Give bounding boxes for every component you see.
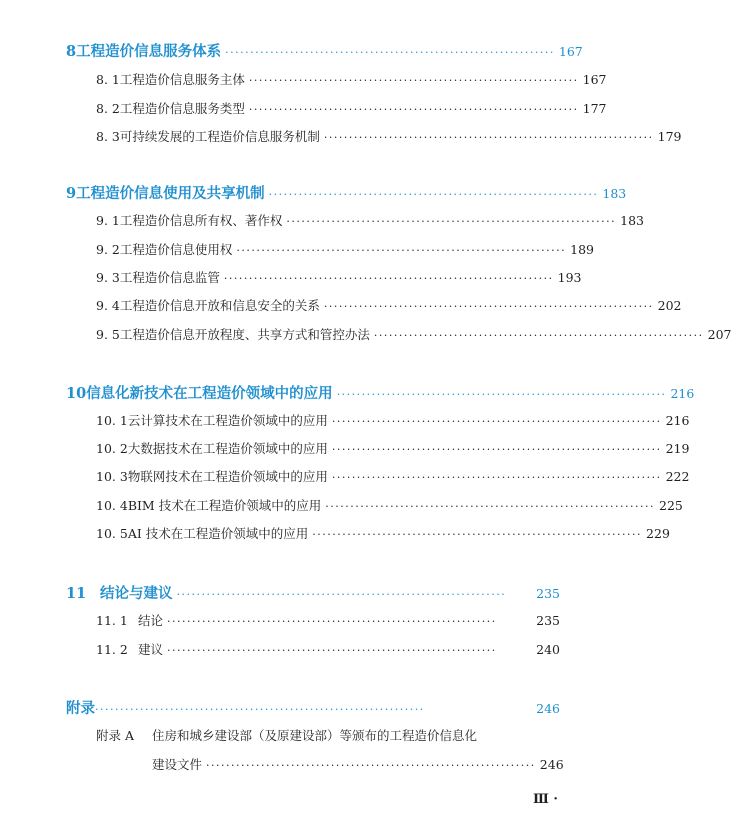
leader-dots: ·································································· <box>323 131 654 144</box>
page-number: 167 <box>558 44 583 59</box>
leader-dots: ·································································· <box>167 644 497 657</box>
page-number: 202 <box>657 298 682 313</box>
toc-section-8-2[interactable] <box>96 99 607 117</box>
toc-section-9-1[interactable] <box>96 211 645 229</box>
toc-section-10-1[interactable] <box>96 411 690 429</box>
leader-dots: ·································································· <box>312 528 643 541</box>
leader-dots: ·································································· <box>373 329 704 342</box>
toc-section-9-2[interactable] <box>96 240 595 258</box>
leader-dots: ·································································· <box>331 443 662 456</box>
toc-appendix-a-line1[interactable] <box>96 726 560 744</box>
section-number: 8. 3 <box>96 129 120 144</box>
section-title: 工程造价信息监管 <box>119 270 220 285</box>
page-number: 246 <box>536 701 560 716</box>
page-number: 189 <box>570 242 595 257</box>
page-number: 225 <box>659 498 683 513</box>
section-title: 工程造价信息所有权、著作权 <box>119 213 283 228</box>
section-number: 10. 2 <box>96 441 128 456</box>
section-number: 9. 3 <box>96 270 120 285</box>
leader-dots: ·································································· <box>336 388 667 401</box>
chapter-number: 10 <box>66 385 87 402</box>
appendix-title: 附录 <box>66 700 95 717</box>
toc-section-9-4[interactable] <box>96 296 682 314</box>
page-number: 183 <box>602 186 627 201</box>
leader-dots: ·································································· <box>225 46 555 59</box>
page-number: 235 <box>536 586 560 601</box>
section-number: 8. 1 <box>96 72 120 87</box>
section-number: 10. 5 <box>96 526 128 541</box>
appendix-item-title-line1: 住房和城乡建设部（及原建设部）等颁布的工程造价信息化 <box>152 728 478 743</box>
leader-dots: ·································································· <box>223 272 554 285</box>
page-number: 222 <box>665 469 690 484</box>
leader-dots: ·································································· <box>286 215 617 228</box>
page-number: 219 <box>665 441 690 456</box>
leader-dots: ·································································· <box>95 703 425 716</box>
section-number: 8. 2 <box>96 101 120 116</box>
page-number: 246 <box>539 757 564 772</box>
toc-chapter-8[interactable] <box>66 40 583 61</box>
section-title: AI 技术在工程造价领域中的应用 <box>127 526 309 541</box>
chapter-number: 9 <box>66 185 77 202</box>
chapter-title: 工程造价信息使用及共享机制 <box>76 185 265 202</box>
section-title: 工程造价信息使用权 <box>119 242 233 257</box>
section-number: 9. 5 <box>96 327 120 342</box>
appendix-item-title-line2: 建设文件 <box>152 757 203 772</box>
appendix-item-number: 附录 A <box>96 728 135 743</box>
toc-section-10-3[interactable] <box>96 467 690 485</box>
section-title: 物联网技术在工程造价领域中的应用 <box>127 469 328 484</box>
chapter-number: 8 <box>66 43 77 60</box>
page-number: 183 <box>620 213 645 228</box>
section-title: 大数据技术在工程造价领域中的应用 <box>127 441 328 456</box>
section-title: 工程造价信息服务类型 <box>119 101 245 116</box>
section-title: 建议 <box>138 642 164 657</box>
page-number: 167 <box>582 72 607 87</box>
leader-dots: ·································································· <box>176 588 507 601</box>
chapter-title: 信息化新技术在工程造价领域中的应用 <box>86 385 333 402</box>
page-number: 229 <box>646 526 670 541</box>
leader-dots: ·································································· <box>248 103 579 116</box>
chapter-title: 工程造价信息服务体系 <box>76 43 222 60</box>
section-title: 工程造价信息开放程度、共享方式和管控办法 <box>119 327 370 342</box>
leader-dots: ·································································· <box>331 415 662 428</box>
page-number: 177 <box>582 101 607 116</box>
section-number: 10. 4 <box>96 498 128 513</box>
toc-section-11-1[interactable] <box>96 611 560 629</box>
leader-dots: ·································································· <box>248 74 579 87</box>
section-title: 结论 <box>138 613 164 628</box>
section-number: 11. 2 <box>96 642 128 657</box>
toc-chapter-11[interactable] <box>66 582 560 603</box>
chapter-title: 结论与建议 <box>100 585 173 602</box>
section-number: 11. 1 <box>96 613 128 628</box>
toc-chapter-10[interactable] <box>66 382 695 403</box>
toc-section-9-3[interactable] <box>96 268 582 286</box>
toc-section-9-5[interactable] <box>96 325 732 343</box>
section-number: 9. 4 <box>96 298 120 313</box>
section-number: 10. 3 <box>96 469 128 484</box>
section-title: 云计算技术在工程造价领域中的应用 <box>127 413 328 428</box>
section-title: 可持续发展的工程造价信息服务机制 <box>119 129 320 144</box>
toc-appendix-a-line2[interactable] <box>152 755 564 773</box>
page-number: 240 <box>536 642 560 657</box>
page-number: 193 <box>557 270 582 285</box>
toc-section-8-1[interactable] <box>96 70 607 88</box>
section-title: 工程造价信息开放和信息安全的关系 <box>119 298 320 313</box>
toc-section-10-4[interactable] <box>96 496 683 514</box>
page-folio: Ⅲ · <box>533 792 558 807</box>
toc-section-11-2[interactable] <box>96 640 560 658</box>
toc-chapter-9[interactable] <box>66 182 627 203</box>
leader-dots: ·································································· <box>268 188 599 201</box>
leader-dots: ·································································· <box>323 300 654 313</box>
leader-dots: ·································································· <box>167 615 497 628</box>
page-number: 235 <box>536 613 560 628</box>
leader-dots: ·································································· <box>331 471 662 484</box>
leader-dots: ·································································· <box>236 244 567 257</box>
section-number: 9. 2 <box>96 242 120 257</box>
chapter-number: 11 <box>66 585 87 602</box>
section-number: 9. 1 <box>96 213 120 228</box>
toc-section-10-2[interactable] <box>96 439 690 457</box>
section-title: 工程造价信息服务主体 <box>119 72 245 87</box>
leader-dots: ·································································· <box>325 500 655 513</box>
section-number: 10. 1 <box>96 413 128 428</box>
page-number: 179 <box>657 129 682 144</box>
section-title: BIM 技术在工程造价领域中的应用 <box>127 498 322 513</box>
page-number: 216 <box>670 386 695 401</box>
toc-appendix[interactable] <box>66 697 560 718</box>
toc-section-8-3[interactable] <box>96 127 682 145</box>
toc-section-10-5[interactable] <box>96 524 670 542</box>
page-number: 216 <box>665 413 690 428</box>
page-number: 207 <box>707 327 732 342</box>
leader-dots: ·································································· <box>206 759 536 772</box>
